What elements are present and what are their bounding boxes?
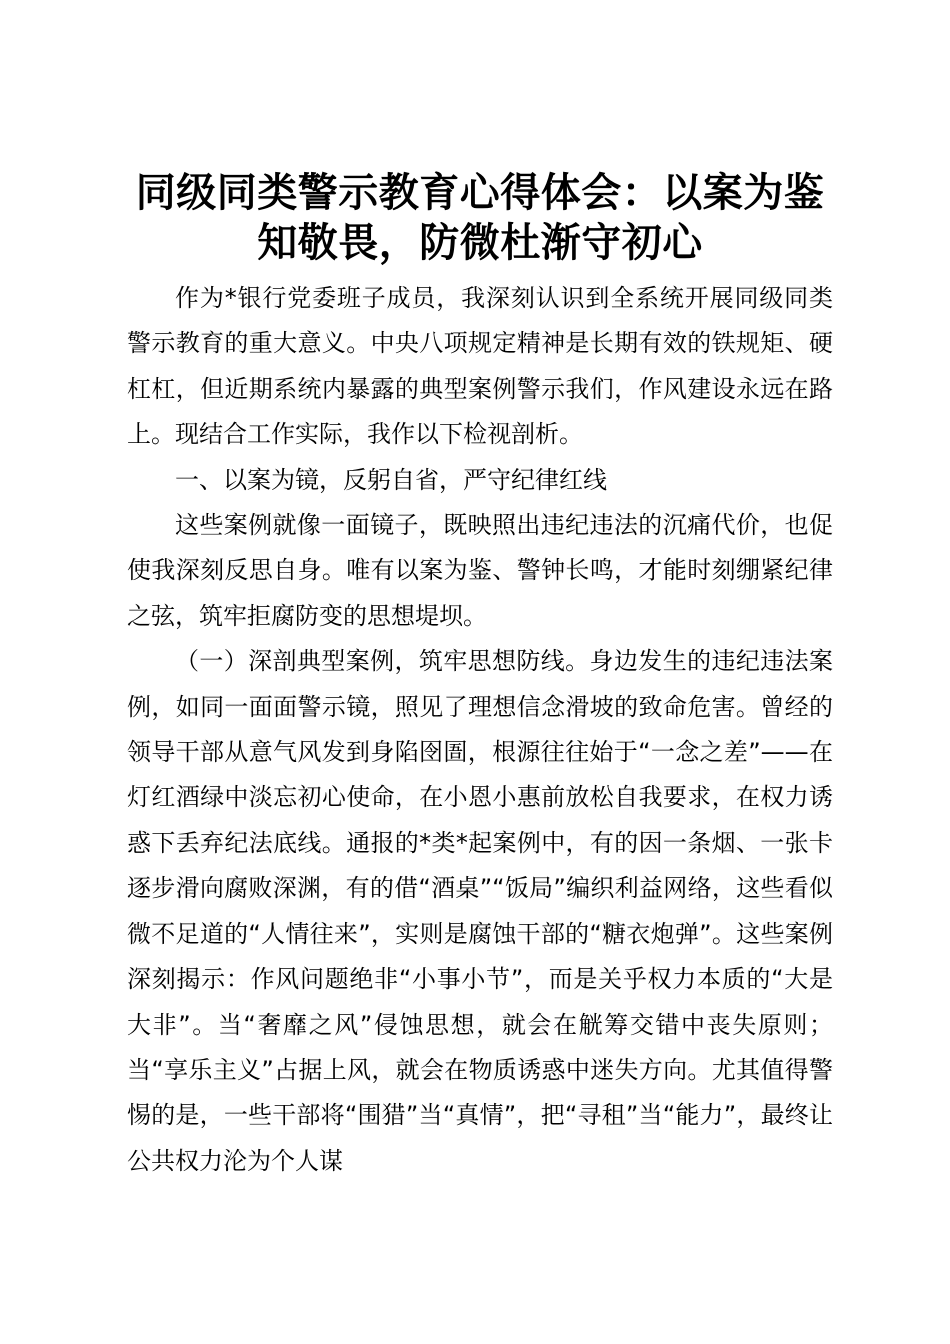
title-line-2: 知敬畏，防微杜渐守初心	[257, 220, 703, 266]
intro-paragraph: 作为*银行党委班子成员，我深刻认识到全系统开展同级同类警示教育的重大意义。中央八项规定精神是长期有效的铁规矩、硬杠杠，但近期系统内暴露的典型案例警示我们，作风建设永远在路上。现结合工作实际，我作以下检视剖析。	[127, 284, 833, 449]
title-line-1: 同级同类警示教育心得体会：以案为鉴	[135, 170, 825, 216]
document-title	[127, 168, 833, 268]
document-page	[127, 168, 833, 1184]
document-body	[127, 276, 833, 1184]
section-heading-1: 一、以案为镜，反躬自省，严守纪律红线	[175, 465, 607, 494]
subsection-1-paragraph: （一）深剖典型案例，筑牢思想防线。身边发生的违纪违法案例，如同一面面警示镜，照见了理想信念滑坡的致命危害。曾经的领导干部从意气风发到身陷囹圄，根源往往始于“一念之差”——在灯红酒绿中淡忘初心使命，在小恩小惠前放松自我要求，在权力诱惑下丢弃纪法底线。通报的*类*起案例中，有的因一条烟、一张卡逐步滑向腐败深渊，有的借“酒桌”“饭局”编织利益网络，这些看似微不足道的“人情往来”，实则是腐蚀干部的“糖衣炮弹”。这些案例深刻揭示：作风问题绝非“小事小节”，而是关乎权力本质的“大是大非”。当“奢靡之风”侵蚀思想，就会在觥筹交错中丧失原则；当“享乐主义”占据上风，就会在物质诱惑中迷失方向。尤其值得警惕的是，一些干部将“围猎”当“真情”，把“寻租”当“能力”，最终让公共权力沦为个人谋	[127, 647, 833, 1175]
section-1-paragraph: 这些案例就像一面镜子，既映照出违纪违法的沉痛代价，也促使我深刻反思自身。唯有以案为鉴、警钟长鸣，才能时刻绷紧纪律之弦，筑牢拒腐防变的思想堤坝。	[127, 511, 833, 630]
